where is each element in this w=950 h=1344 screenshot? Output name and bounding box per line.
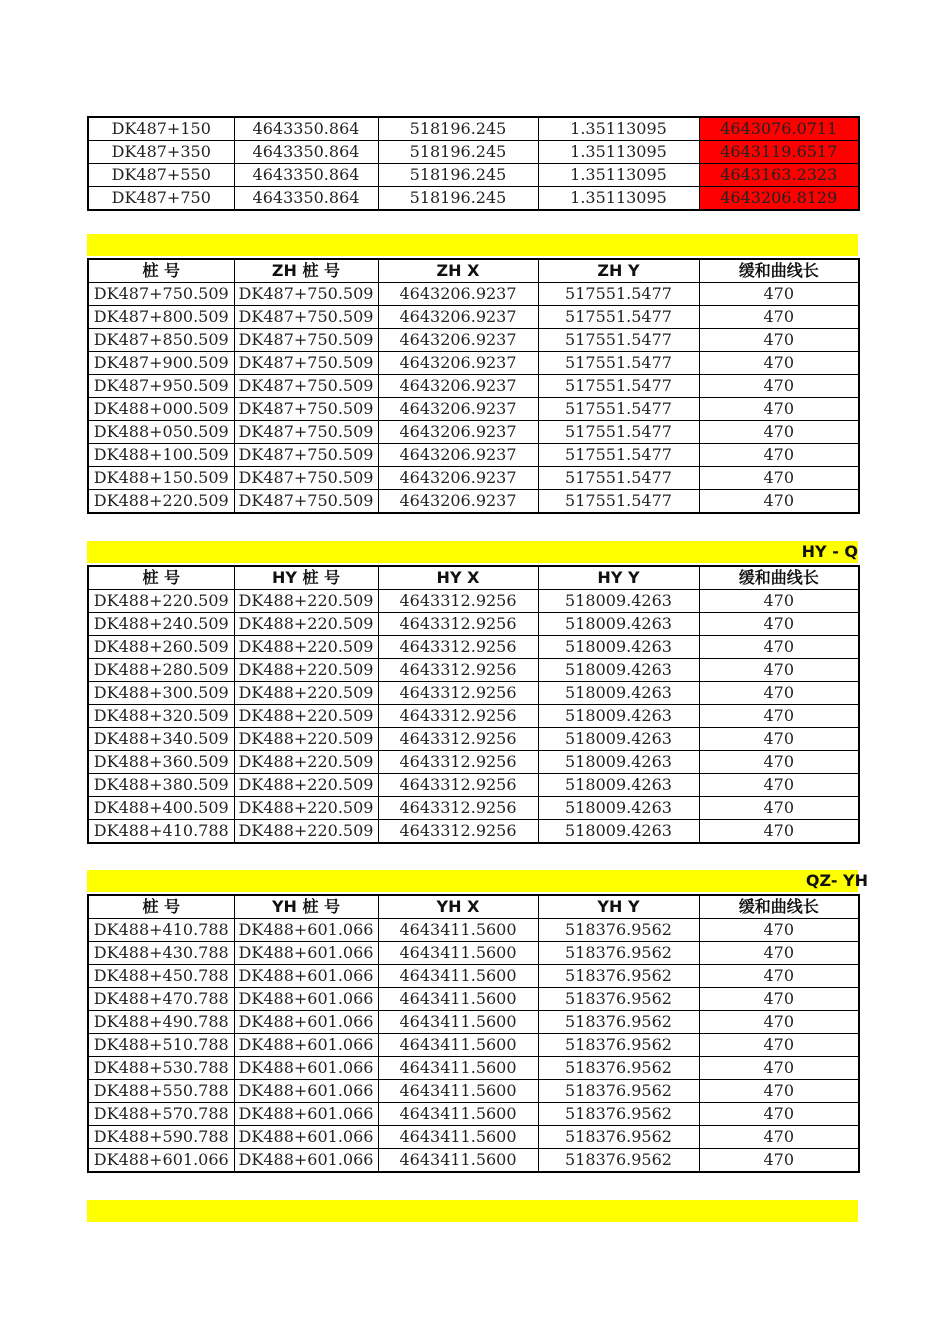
table-cell: 4643312.9256 bbox=[378, 636, 538, 659]
table-cell: DK487+750.509 bbox=[88, 283, 234, 306]
table-cell: 517551.5477 bbox=[538, 444, 699, 467]
table-cell: 4643312.9256 bbox=[378, 751, 538, 774]
table-cell: 518376.9562 bbox=[538, 1103, 699, 1126]
table-cell: 4643312.9256 bbox=[378, 590, 538, 613]
table-cell: 470 bbox=[699, 467, 859, 490]
table-cell: 517551.5477 bbox=[538, 329, 699, 352]
yh-table bbox=[87, 894, 860, 1173]
table-row bbox=[88, 1057, 859, 1080]
table-cell: DK488+601.066 bbox=[234, 1011, 378, 1034]
table-cell: 4643411.5600 bbox=[378, 1149, 538, 1173]
header-cell: YH Y bbox=[538, 895, 699, 919]
table-row bbox=[88, 467, 859, 490]
table-cell: 518376.9562 bbox=[538, 919, 699, 942]
table-cell: 518196.245 bbox=[378, 141, 538, 164]
table-row bbox=[88, 965, 859, 988]
table-cell: 470 bbox=[699, 398, 859, 421]
top-table bbox=[87, 116, 860, 211]
table-cell: 517551.5477 bbox=[538, 375, 699, 398]
table-cell: DK487+150 bbox=[88, 117, 234, 141]
table-cell: DK488+530.788 bbox=[88, 1057, 234, 1080]
table-cell: DK488+360.509 bbox=[88, 751, 234, 774]
header-cell: ZH X bbox=[378, 259, 538, 283]
table-cell: 470 bbox=[699, 682, 859, 705]
table-cell: 518009.4263 bbox=[538, 797, 699, 820]
table-cell: 470 bbox=[699, 636, 859, 659]
table-cell: 4643411.5600 bbox=[378, 988, 538, 1011]
table-cell: 4643206.9237 bbox=[378, 283, 538, 306]
table-cell: 470 bbox=[699, 613, 859, 636]
table-cell: 4643206.9237 bbox=[378, 306, 538, 329]
table-cell: 518376.9562 bbox=[538, 1149, 699, 1173]
table-cell: 4643312.9256 bbox=[378, 705, 538, 728]
table-cell: 4643411.5600 bbox=[378, 1057, 538, 1080]
header-cell: YH X bbox=[378, 895, 538, 919]
table-cell: DK487+750.509 bbox=[234, 398, 378, 421]
table-row bbox=[88, 797, 859, 820]
header-cell: 缓和曲线长 bbox=[699, 259, 859, 283]
header-cell: YH 桩 号 bbox=[234, 895, 378, 919]
table-cell: DK487+750.509 bbox=[234, 444, 378, 467]
table-cell: 470 bbox=[699, 797, 859, 820]
table-row bbox=[88, 187, 859, 211]
table-cell: 518376.9562 bbox=[538, 1080, 699, 1103]
table-cell: DK488+220.509 bbox=[234, 613, 378, 636]
table-cell: 470 bbox=[699, 659, 859, 682]
header-cell: 缓和曲线长 bbox=[699, 566, 859, 590]
table-row bbox=[88, 306, 859, 329]
table-cell: 4643206.9237 bbox=[378, 490, 538, 514]
yh-table-block bbox=[87, 894, 858, 1173]
table-cell: 518009.4263 bbox=[538, 636, 699, 659]
table-cell: 470 bbox=[699, 820, 859, 844]
table-cell: DK488+100.509 bbox=[88, 444, 234, 467]
table-cell: 4643206.9237 bbox=[378, 352, 538, 375]
table-cell: DK488+220.509 bbox=[234, 636, 378, 659]
table-cell: 470 bbox=[699, 1126, 859, 1149]
table-cell: 4643312.9256 bbox=[378, 774, 538, 797]
table-cell: 518009.4263 bbox=[538, 659, 699, 682]
table-cell: DK488+490.788 bbox=[88, 1011, 234, 1034]
table-cell: DK488+601.066 bbox=[234, 1080, 378, 1103]
table-cell: 4643312.9256 bbox=[378, 797, 538, 820]
table-cell: 470 bbox=[699, 774, 859, 797]
table-cell: 518196.245 bbox=[378, 164, 538, 187]
section-band-qz bbox=[87, 870, 868, 892]
table-cell: DK488+050.509 bbox=[88, 421, 234, 444]
table-cell: 518009.4263 bbox=[538, 774, 699, 797]
table-cell: DK487+850.509 bbox=[88, 329, 234, 352]
table-cell: DK488+601.066 bbox=[234, 1149, 378, 1173]
table-cell: DK488+220.509 bbox=[234, 590, 378, 613]
table-cell: 470 bbox=[699, 1103, 859, 1126]
table-cell: 518376.9562 bbox=[538, 965, 699, 988]
header-cell: HY X bbox=[378, 566, 538, 590]
table-cell: 518376.9562 bbox=[538, 1011, 699, 1034]
header-cell: ZH Y bbox=[538, 259, 699, 283]
table-cell: DK488+220.509 bbox=[234, 774, 378, 797]
table-cell: DK487+750 bbox=[88, 187, 234, 211]
table-cell: DK488+380.509 bbox=[88, 774, 234, 797]
highlighted-cell: 4643119.6517 bbox=[699, 141, 859, 164]
table-cell: DK488+220.509 bbox=[234, 659, 378, 682]
table-cell: 517551.5477 bbox=[538, 306, 699, 329]
table-row bbox=[88, 774, 859, 797]
header-cell: 桩 号 bbox=[88, 895, 234, 919]
zh-table-block bbox=[87, 258, 858, 514]
table-cell: 4643411.5600 bbox=[378, 1103, 538, 1126]
section-band-hy bbox=[87, 541, 858, 563]
table-cell: 470 bbox=[699, 329, 859, 352]
table-cell: DK488+150.509 bbox=[88, 467, 234, 490]
table-cell: 4643312.9256 bbox=[378, 682, 538, 705]
table-cell: 470 bbox=[699, 705, 859, 728]
highlighted-cell: 4643206.8129 bbox=[699, 187, 859, 211]
highlighted-cell: 4643076.0711 bbox=[699, 117, 859, 141]
table-cell: DK488+430.788 bbox=[88, 942, 234, 965]
table-cell: 4643411.5600 bbox=[378, 1034, 538, 1057]
hy-table-block bbox=[87, 565, 858, 844]
table-cell: DK488+550.788 bbox=[88, 1080, 234, 1103]
table-cell: DK488+601.066 bbox=[234, 965, 378, 988]
table-cell: 4643411.5600 bbox=[378, 965, 538, 988]
table-row bbox=[88, 141, 859, 164]
table-cell: 517551.5477 bbox=[538, 467, 699, 490]
table-cell: 470 bbox=[699, 988, 859, 1011]
table-cell: 1.35113095 bbox=[538, 164, 699, 187]
table-row bbox=[88, 751, 859, 774]
table-row bbox=[88, 988, 859, 1011]
table-cell: DK487+750.509 bbox=[234, 467, 378, 490]
table-cell: DK488+220.509 bbox=[234, 820, 378, 844]
table-row bbox=[88, 659, 859, 682]
table-cell: 470 bbox=[699, 490, 859, 514]
table-cell: 518009.4263 bbox=[538, 728, 699, 751]
table-cell: 518376.9562 bbox=[538, 1126, 699, 1149]
table-row bbox=[88, 117, 859, 141]
table-cell: 470 bbox=[699, 751, 859, 774]
table-cell: 518196.245 bbox=[378, 187, 538, 211]
table-cell: DK487+750.509 bbox=[234, 421, 378, 444]
table-row bbox=[88, 728, 859, 751]
table-cell: 470 bbox=[699, 444, 859, 467]
table-cell: DK488+601.066 bbox=[234, 1103, 378, 1126]
table-header-row bbox=[88, 895, 859, 919]
table-cell: 4643411.5600 bbox=[378, 942, 538, 965]
table-cell: 517551.5477 bbox=[538, 283, 699, 306]
table-cell: 4643350.864 bbox=[234, 141, 378, 164]
table-cell: 4643411.5600 bbox=[378, 919, 538, 942]
table-row bbox=[88, 1103, 859, 1126]
table-cell: 470 bbox=[699, 283, 859, 306]
table-cell: DK488+601.066 bbox=[234, 919, 378, 942]
table-cell: 4643312.9256 bbox=[378, 659, 538, 682]
section-band-end bbox=[87, 1200, 858, 1222]
table-cell: DK488+570.788 bbox=[88, 1103, 234, 1126]
table-cell: DK487+900.509 bbox=[88, 352, 234, 375]
table-cell: DK488+601.066 bbox=[234, 1034, 378, 1057]
header-cell: 桩 号 bbox=[88, 566, 234, 590]
table-row bbox=[88, 375, 859, 398]
table-cell: 517551.5477 bbox=[538, 352, 699, 375]
table-row bbox=[88, 490, 859, 514]
header-cell: ZH 桩 号 bbox=[234, 259, 378, 283]
table-cell: DK488+510.788 bbox=[88, 1034, 234, 1057]
table-cell: DK487+750.509 bbox=[234, 329, 378, 352]
table-cell: DK487+750.509 bbox=[234, 490, 378, 514]
band-title: QZ- YH bbox=[805, 871, 868, 890]
table-cell: DK487+950.509 bbox=[88, 375, 234, 398]
table-cell: 1.35113095 bbox=[538, 117, 699, 141]
table-row bbox=[88, 1080, 859, 1103]
table-cell: DK488+220.509 bbox=[234, 705, 378, 728]
table-row bbox=[88, 1011, 859, 1034]
table-cell: 517551.5477 bbox=[538, 421, 699, 444]
table-cell: 470 bbox=[699, 421, 859, 444]
table-cell: 470 bbox=[699, 1149, 859, 1173]
top-table-block bbox=[87, 116, 858, 211]
table-row bbox=[88, 283, 859, 306]
table-cell: DK487+350 bbox=[88, 141, 234, 164]
table-cell: DK487+750.509 bbox=[234, 375, 378, 398]
table-cell: DK488+220.509 bbox=[234, 751, 378, 774]
table-cell: DK488+260.509 bbox=[88, 636, 234, 659]
header-cell: 缓和曲线长 bbox=[699, 895, 859, 919]
table-cell: 4643350.864 bbox=[234, 187, 378, 211]
table-cell: DK487+750.509 bbox=[234, 352, 378, 375]
table-row bbox=[88, 444, 859, 467]
table-cell: DK488+410.788 bbox=[88, 820, 234, 844]
table-cell: DK488+000.509 bbox=[88, 398, 234, 421]
table-cell: 4643350.864 bbox=[234, 164, 378, 187]
table-header-row bbox=[88, 259, 859, 283]
table-cell: 4643411.5600 bbox=[378, 1080, 538, 1103]
table-cell: DK487+550 bbox=[88, 164, 234, 187]
table-row bbox=[88, 352, 859, 375]
table-cell: DK488+220.509 bbox=[234, 682, 378, 705]
table-cell: DK488+601.066 bbox=[234, 1126, 378, 1149]
table-header-row bbox=[88, 566, 859, 590]
table-row bbox=[88, 590, 859, 613]
table-cell: 518376.9562 bbox=[538, 1034, 699, 1057]
header-cell: HY 桩 号 bbox=[234, 566, 378, 590]
table-cell: 518376.9562 bbox=[538, 942, 699, 965]
table-cell: DK487+750.509 bbox=[234, 283, 378, 306]
table-cell: 470 bbox=[699, 965, 859, 988]
table-cell: 470 bbox=[699, 1080, 859, 1103]
table-cell: DK487+750.509 bbox=[234, 306, 378, 329]
table-cell: DK488+320.509 bbox=[88, 705, 234, 728]
table-cell: 4643312.9256 bbox=[378, 728, 538, 751]
table-cell: 518009.4263 bbox=[538, 590, 699, 613]
zh-table bbox=[87, 258, 860, 514]
table-cell: DK488+220.509 bbox=[234, 797, 378, 820]
table-cell: 470 bbox=[699, 375, 859, 398]
table-row bbox=[88, 421, 859, 444]
table-cell: DK488+450.788 bbox=[88, 965, 234, 988]
table-cell: 470 bbox=[699, 919, 859, 942]
table-cell: 518376.9562 bbox=[538, 1057, 699, 1080]
table-cell: DK488+601.066 bbox=[234, 1057, 378, 1080]
table-cell: 4643312.9256 bbox=[378, 820, 538, 844]
table-cell: 470 bbox=[699, 306, 859, 329]
section-band-zh bbox=[87, 234, 858, 256]
table-cell: 517551.5477 bbox=[538, 398, 699, 421]
table-cell: 518009.4263 bbox=[538, 751, 699, 774]
table-cell: 1.35113095 bbox=[538, 187, 699, 211]
table-cell: 4643312.9256 bbox=[378, 613, 538, 636]
header-cell: HY Y bbox=[538, 566, 699, 590]
table-cell: DK488+601.066 bbox=[234, 988, 378, 1011]
table-cell: 518196.245 bbox=[378, 117, 538, 141]
table-cell: DK488+220.509 bbox=[234, 728, 378, 751]
table-cell: 4643206.9237 bbox=[378, 421, 538, 444]
table-row bbox=[88, 398, 859, 421]
table-cell: 470 bbox=[699, 1057, 859, 1080]
table-cell: DK488+410.788 bbox=[88, 919, 234, 942]
table-cell: 518009.4263 bbox=[538, 613, 699, 636]
table-cell: 517551.5477 bbox=[538, 490, 699, 514]
table-cell: 4643206.9237 bbox=[378, 375, 538, 398]
table-cell: 518376.9562 bbox=[538, 988, 699, 1011]
table-row bbox=[88, 942, 859, 965]
table-cell: DK488+280.509 bbox=[88, 659, 234, 682]
header-cell: 桩 号 bbox=[88, 259, 234, 283]
table-row bbox=[88, 329, 859, 352]
table-cell: 4643206.9237 bbox=[378, 444, 538, 467]
table-cell: 4643206.9237 bbox=[378, 398, 538, 421]
table-cell: 518009.4263 bbox=[538, 705, 699, 728]
table-cell: DK488+220.509 bbox=[88, 490, 234, 514]
table-cell: DK488+470.788 bbox=[88, 988, 234, 1011]
hy-table bbox=[87, 565, 860, 844]
table-cell: 470 bbox=[699, 352, 859, 375]
table-cell: DK488+601.066 bbox=[234, 942, 378, 965]
table-row bbox=[88, 1126, 859, 1149]
table-cell: 4643350.864 bbox=[234, 117, 378, 141]
table-cell: 4643206.9237 bbox=[378, 329, 538, 352]
table-row bbox=[88, 919, 859, 942]
table-row bbox=[88, 705, 859, 728]
table-cell: 470 bbox=[699, 728, 859, 751]
table-cell: DK488+300.509 bbox=[88, 682, 234, 705]
table-row bbox=[88, 682, 859, 705]
table-cell: 470 bbox=[699, 1011, 859, 1034]
table-cell: 4643411.5600 bbox=[378, 1011, 538, 1034]
table-cell: 518009.4263 bbox=[538, 682, 699, 705]
table-cell: DK488+601.066 bbox=[88, 1149, 234, 1173]
table-cell: DK488+240.509 bbox=[88, 613, 234, 636]
table-cell: 4643206.9237 bbox=[378, 467, 538, 490]
table-cell: DK488+220.509 bbox=[88, 590, 234, 613]
highlighted-cell: 4643163.2323 bbox=[699, 164, 859, 187]
table-cell: DK488+340.509 bbox=[88, 728, 234, 751]
table-cell: 470 bbox=[699, 942, 859, 965]
table-cell: 1.35113095 bbox=[538, 141, 699, 164]
table-row bbox=[88, 164, 859, 187]
band-title: HY - Q bbox=[801, 542, 858, 561]
table-row bbox=[88, 1034, 859, 1057]
table-cell: DK488+400.509 bbox=[88, 797, 234, 820]
table-cell: DK488+590.788 bbox=[88, 1126, 234, 1149]
table-row bbox=[88, 820, 859, 844]
table-row bbox=[88, 613, 859, 636]
table-row bbox=[88, 1149, 859, 1173]
table-cell: DK487+800.509 bbox=[88, 306, 234, 329]
table-cell: 4643411.5600 bbox=[378, 1126, 538, 1149]
table-cell: 470 bbox=[699, 590, 859, 613]
table-cell: 518009.4263 bbox=[538, 820, 699, 844]
table-row bbox=[88, 636, 859, 659]
table-cell: 470 bbox=[699, 1034, 859, 1057]
